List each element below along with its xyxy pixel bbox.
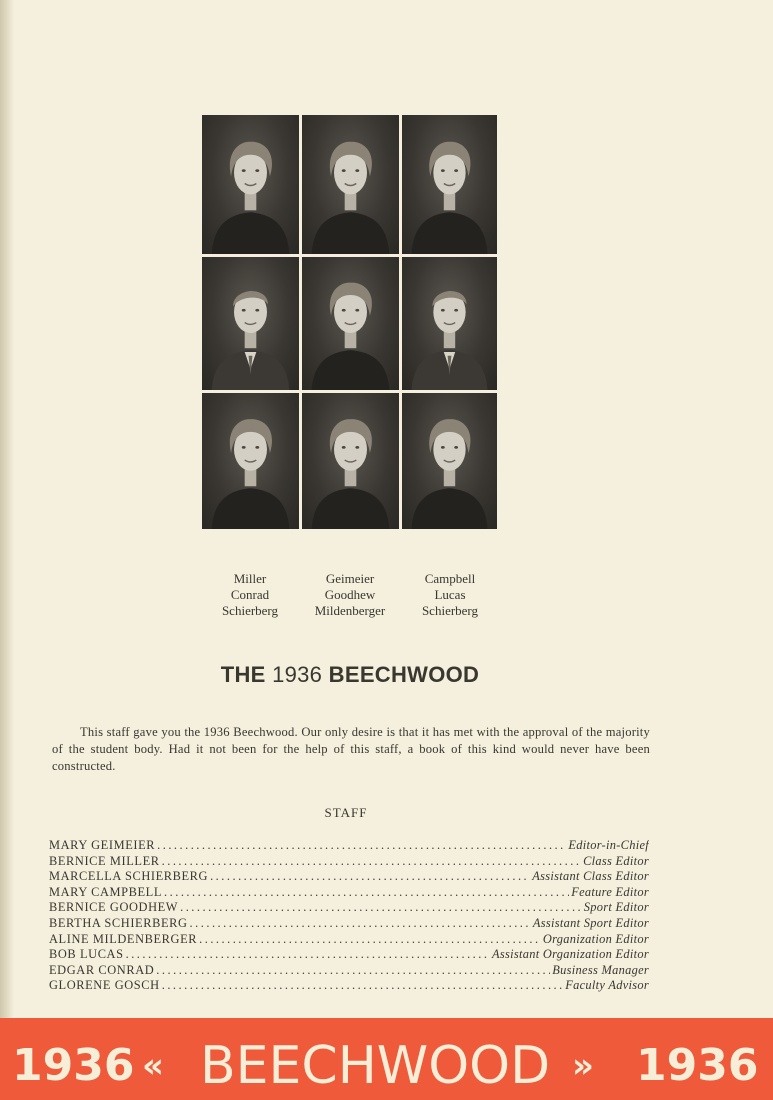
staff-role: Business Manager [552, 962, 649, 977]
staff-row [49, 947, 649, 963]
staff-list [49, 838, 649, 994]
staff-name: MARCELLA SCHIERBERG [49, 869, 209, 884]
staff-role: Faculty Advisor [565, 978, 649, 993]
banner-year-right: 1936 [636, 1040, 759, 1091]
staff-role: Feature Editor [571, 884, 649, 899]
leader-dots [199, 932, 541, 948]
staff-row [49, 854, 649, 870]
leader-dots [162, 978, 564, 994]
portrait-photo [202, 115, 299, 254]
staff-name: BERNICE MILLER [49, 853, 160, 868]
caption-name: Miller [233, 571, 267, 586]
caption-column [200, 571, 300, 619]
staff-row [49, 932, 649, 948]
portrait-photo [402, 257, 497, 390]
banner-quote-right: » [572, 1046, 594, 1086]
staff-row [49, 963, 649, 979]
page-title [0, 662, 700, 688]
staff-role: Editor-in-Chief [568, 838, 649, 852]
leader-dots [210, 869, 530, 885]
leader-dots [156, 963, 550, 979]
staff-name: EDGAR CONRAD [49, 962, 155, 977]
title-year: 1936 [272, 662, 323, 687]
caption-name: Geimeier [325, 571, 375, 586]
caption-name: Mildenberger [314, 603, 386, 618]
staff-name: BOB LUCAS [49, 947, 124, 962]
staff-row [49, 900, 649, 916]
staff-name: ALINE MILDENBERGER [49, 931, 198, 946]
staff-role: Assistant Organization Editor [492, 947, 649, 962]
leader-dots [164, 885, 569, 901]
banner-quote-left: « [142, 1046, 164, 1086]
portrait-photo [302, 257, 399, 390]
caption-name: Goodhew [324, 587, 376, 602]
staff-name: MARY CAMPBELL [49, 884, 163, 899]
caption-name: Lucas [434, 587, 466, 602]
staff-role: Class Editor [583, 853, 649, 868]
staff-row [49, 838, 649, 854]
caption-name: Schierberg [421, 603, 479, 618]
staff-role: Sport Editor [583, 900, 649, 915]
intro-paragraph: This staff gave you the 1936 Beechwood. Our only desire is that it has met with the approval of the majority of the student body. Had it not been for the help of this staff, a book of this kind would never have been constructed. [52, 725, 650, 773]
staff-row [49, 916, 649, 932]
staff-name: MARY GEIMEIER [49, 838, 156, 852]
photo-caption [200, 571, 500, 619]
book-spine-shadow [0, 0, 14, 1100]
caption-name: Schierberg [221, 603, 279, 618]
caption-name: Conrad [230, 587, 270, 602]
footer-banner-text [0, 1034, 773, 1098]
caption-column [300, 571, 400, 619]
portrait-photo [202, 393, 299, 529]
staff-row [49, 869, 649, 885]
staff-name: BERTHA SCHIERBERG [49, 915, 188, 930]
portrait-photo [302, 393, 399, 529]
caption-column [400, 571, 500, 619]
leader-dots [180, 900, 582, 916]
banner-name: BEECHWOOD [200, 1036, 551, 1096]
leader-dots [157, 838, 566, 854]
portrait-photo [402, 115, 497, 254]
portrait-photo [402, 393, 497, 529]
staff-name: GLORENE GOSCH [49, 978, 160, 993]
portrait-photo [302, 115, 399, 254]
staff-photo-grid [202, 115, 498, 529]
staff-heading: STAFF [324, 805, 368, 820]
staff-name: BERNICE GOODHEW [49, 900, 179, 915]
leader-dots [126, 947, 490, 963]
staff-role: Assistant Sport Editor [532, 915, 649, 930]
leader-dots [190, 916, 531, 932]
staff-role: Organization Editor [542, 931, 649, 946]
caption-name: Campbell [424, 571, 476, 586]
staff-role: Assistant Class Editor [532, 869, 649, 884]
staff-row [49, 885, 649, 901]
staff-row [49, 978, 649, 994]
title-prefix: THE [220, 662, 266, 687]
banner-year-left: 1936 [12, 1040, 135, 1091]
portrait-photo [202, 257, 299, 390]
leader-dots [162, 854, 581, 870]
title-name: BEECHWOOD [328, 662, 480, 687]
